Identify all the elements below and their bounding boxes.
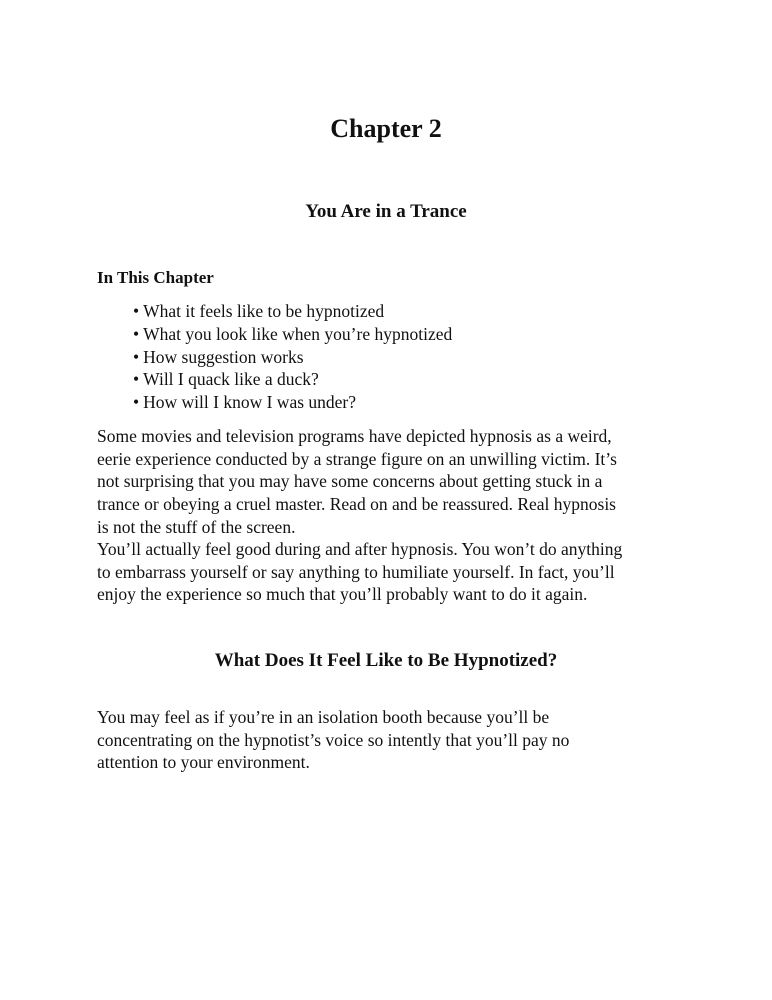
list-item: [133, 300, 452, 323]
text-line: to embarrass yourself or say anything to humiliate yourself. In fact, you’ll: [97, 561, 615, 582]
text-line: attention to your environment.: [97, 752, 310, 773]
bullet-icon: •: [133, 369, 140, 390]
intro-paragraph-2: [97, 538, 677, 606]
text-line: eerie experience conducted by a strange figure on an unwilling victim. It’s: [97, 448, 617, 469]
text-line: You’ll actually feel good during and after hypnosis. You won’t do anything: [97, 539, 623, 559]
list-item: [133, 368, 452, 391]
bullet-icon: •: [133, 392, 140, 413]
text-line: You may feel as if you’re in an isolation booth because you’ll be: [97, 707, 550, 727]
list-item: [133, 346, 452, 369]
chapter-number: Chapter 2: [330, 114, 442, 143]
text-line: Some movies and television programs have depicted hypnosis as a weird,: [97, 426, 612, 446]
text-line: enjoy the experience so much that you’ll probably want to do it again.: [97, 584, 588, 605]
text-line: concentrating on the hypnotist’s voice so intently that you’ll pay no: [97, 729, 570, 750]
chapter-topics-list: [133, 300, 452, 414]
list-item: [133, 323, 452, 346]
list-item-text: How suggestion works: [143, 346, 304, 367]
list-item-text: What it feels like to be hypnotized: [143, 301, 385, 321]
list-item: [133, 391, 452, 414]
list-item-text: What you look like when you’re hypnotized: [143, 323, 453, 344]
bullet-icon: •: [133, 346, 140, 367]
section-paragraph: [97, 706, 677, 774]
section-heading: What Does It Feel Like to Be Hypnotized?: [214, 650, 558, 671]
list-item-text: How will I know I was under?: [143, 392, 357, 413]
bullet-icon: •: [133, 323, 140, 344]
intro-paragraph-1: [97, 425, 677, 539]
text-line: trance or obeying a cruel master. Read on and be reassured. Real hypnosis: [97, 494, 616, 515]
chapter-title: You Are in a Trance: [305, 201, 467, 222]
in-this-chapter-heading: In This Chapter: [97, 268, 214, 287]
bullet-icon: •: [133, 301, 140, 321]
text-line: is not the stuff of the screen.: [97, 516, 296, 537]
text-line: not surprising that you may have some concerns about getting stuck in a: [97, 471, 603, 492]
list-item-text: Will I quack like a duck?: [143, 369, 319, 390]
